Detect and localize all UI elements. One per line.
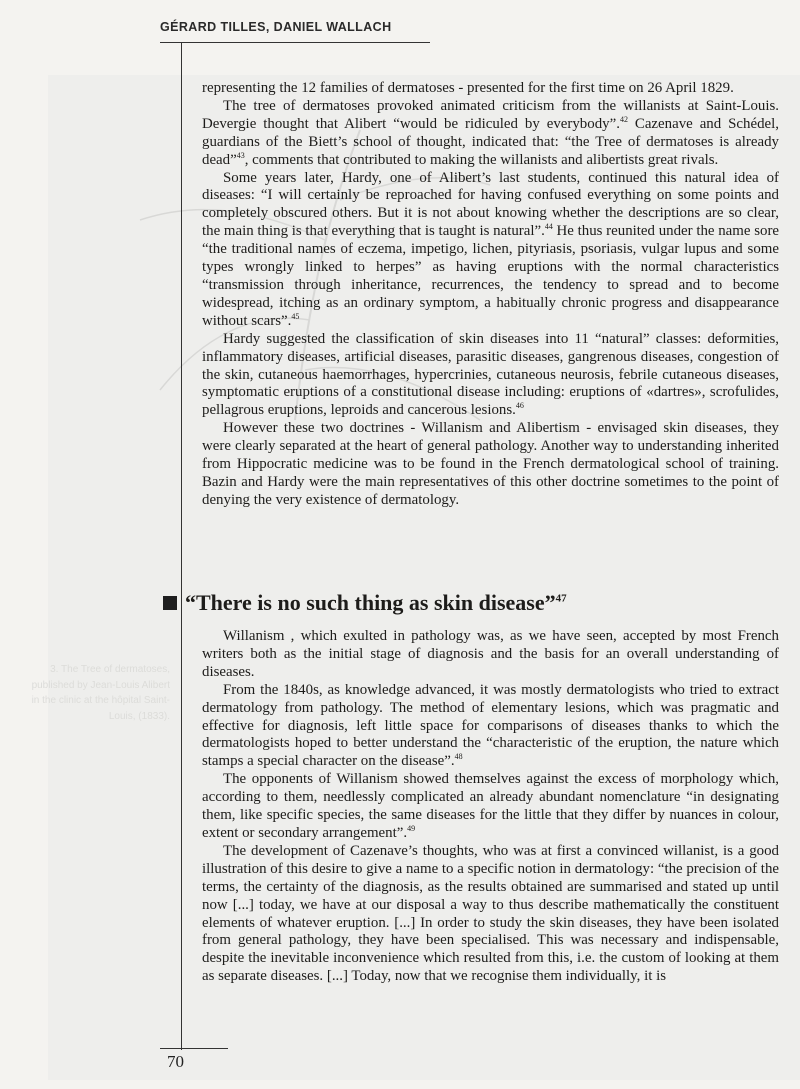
footnote-ref: 46: [515, 401, 524, 411]
footnote-ref: 47: [555, 592, 567, 605]
square-bullet-icon: [163, 596, 177, 610]
footnote-ref: 42: [619, 114, 628, 124]
paragraph: The opponents of Willanism showed themselves against the excess of morphology which, according to them, needlessly complicated an already abundant nomenclature “in designating them, like specific species, the same diseases for the little that they differ by nuances in colour, extent or secondary arrangement”.$^{49}$: [202, 771, 779, 841]
margin-rule: [181, 42, 182, 1050]
section-heading: [163, 590, 783, 616]
paragraph: The tree of dermatoses provoked animated criticism from the willanists at Saint-Louis. Devergie thought that Alibert “would be ridiculed by everybody”.$^{42}$ Cazenave and Schédel, guardians of the Biett’s school of thought, indicated that: “the Tree of dermatoses is already dead”$^{43}$, comments that contributed to making the willanists and alibertists great rivals.: [202, 97, 779, 168]
page-number: 70: [167, 1052, 184, 1071]
paragraph: representing the 12 families of dermatoses - presented for the first time on 26 April 1829.: [202, 80, 734, 96]
paragraph: Hardy suggested the classification of skin diseases into 11 “natural” classes: deformities, inflammatory diseases, artificial diseases, parasitic diseases, gangrenous diseases, congestion of the skin, cutaneous haemorrhages, hypercrinies, cutaneous neurosis, febrile cutaneous diseases, symptomatic eruptions of a constitutional disease including: eruptions of «dartres», scrofulides, pellagrous eruptions, leproids and cancerous lesions.$^{46}$: [202, 330, 779, 419]
paragraph: The development of Cazenave’s thoughts, who was at first a convinced willanist, is a good illustration of this desire to give a name to a specific notion in dermatology: “the precision of the terms, the certainty of the diagnosis, as the results obtained are summarised and stated up until now [...] today, we have at our disposal a way to thus describe mathematically the constituent elements of whatever eruption. [...] In order to study the skin diseases, they have been isolated from general pathology, they have been specialised. This was necessary and indispensable, despite the inevitable inconvenience which resulted from this, i.e. the custom of looking at them as separate diseases. [...] Today, now that we recognise them individually, it is: [202, 842, 779, 985]
footnote-ref: 44: [544, 222, 553, 232]
footnote-ref: 43: [236, 150, 245, 160]
body-column-bottom: [202, 628, 779, 986]
footnote-ref: 45: [291, 311, 300, 321]
footnote-ref: 49: [407, 824, 416, 833]
paragraph: Willanism , which exulted in pathology was, as we have seen, accepted by most French writers both as the initial stage of diagnosis and the basis for an overall understanding of diseases.: [202, 628, 779, 680]
running-header: GÉRARD TILLES, DANIEL WALLACH: [160, 20, 392, 34]
paragraph: Some years later, Hardy, one of Alibert’s last students, continued this natural idea of diseases: “I will certainly be reproached for having confused everything on some points and completely obscured others. But it is not about knowing whether the descriptions are so clear, the main thing is that everything that is taught is natural”.$^{44}$ He thus reunited under the name sore “the traditional names of eczema, impetigo, lichen, pityriasis, psoriasis, vulgar lupus and some types wrongly linked to herpes” as having eruptions with the normal characteristics “transmission through inheritance, recurrences, the tendency to spread and to become widespread, itching as an ordinary symptom, a habitually chronic progress and disappearance without scars”.$^{45}$: [202, 169, 780, 329]
paragraph: However these two doctrines - Willanism and Alibertism - envisaged skin diseases, they were clearly separated at the heart of general pathology. Another way to understanding inherited from Hippocratic medicine was to be found in the French dermatological school of training. Bazin and Hardy were the main representatives of this other doctrine sometimes to the point of denying the very existence of dermatology.: [202, 420, 779, 508]
ghost-figure-caption: 3. The Tree of dermatoses, published by Jean-Louis Alibert in the clinic at the hôpital Saint-Louis, (1833).: [31, 664, 170, 722]
footer-rule: [160, 1048, 228, 1049]
paragraph: From the 1840s, as knowledge advanced, it was mostly dermatologists who tried to extract dermatology from pathology. The method of elementary lesions, which was pragmatic and effective for diagnosis, left little space for comparisons of diseases thanks to which the dermatologists hoped to better understand the “characteristic of the eruption, the nature which stamps a special character on the disease”.$^{48}$: [202, 681, 779, 770]
header-rule: [160, 42, 430, 43]
body-column-top: [202, 80, 779, 510]
section-heading-text: “There is no such thing as skin disease”: [185, 590, 556, 615]
footnote-ref: 48: [454, 752, 463, 762]
